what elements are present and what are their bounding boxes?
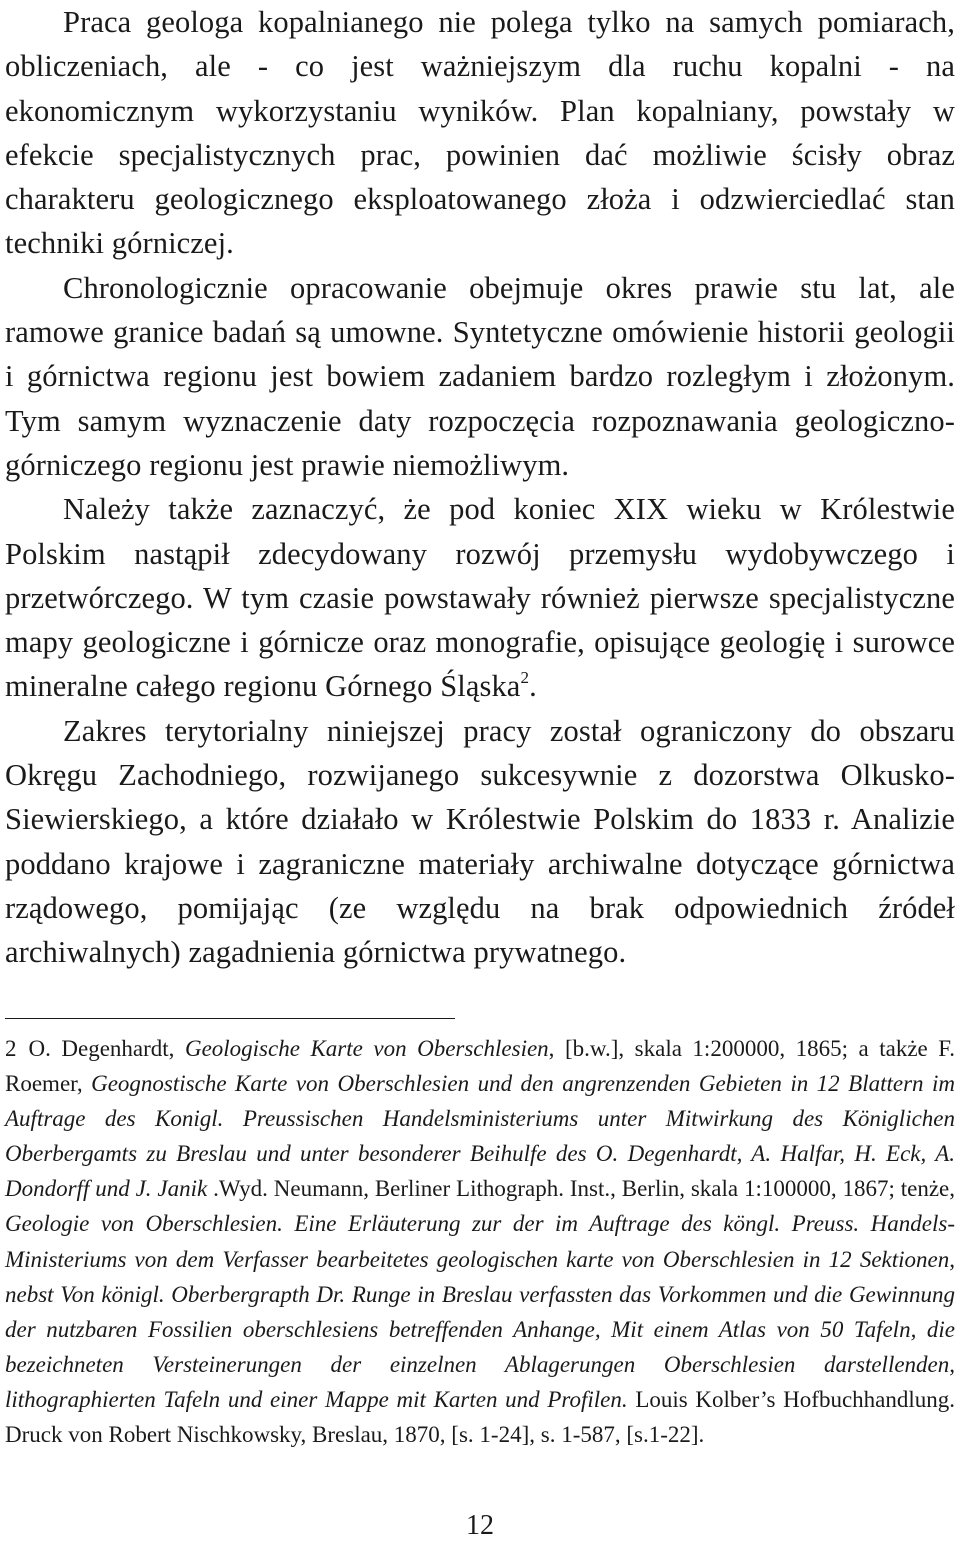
footnote-seg: .Wyd. Neumann, Berliner Lithograph. Inst., Berlin, skala 1:100000, 1867; tenże, bbox=[207, 1176, 955, 1202]
footnote-seg: Geologische Karte von Oberschlesien bbox=[184, 1036, 549, 1061]
body-text bbox=[5, 0, 955, 975]
page-number: 12 bbox=[466, 1510, 494, 1541]
footnote-mark: 2 bbox=[5, 1036, 17, 1061]
footnote-reference[interactable]: 2 bbox=[520, 668, 530, 688]
footnote bbox=[5, 1031, 955, 1452]
paragraph-tail: . bbox=[529, 669, 537, 704]
footnote-seg: O. Degenhardt, bbox=[28, 1036, 185, 1061]
paragraph: Zakres terytorialny niniejszej pracy został ograniczony do obszaru Okręgu Zachodniego, rozwijanego sukcesywnie z dozorstwa Olkusko-Siewierskiego, a które działało w Królestwie Polskim do 1833 r. Analizie poddano krajowe i zagraniczne materiały archiwalne dotyczące górnictwa rządowego, pomijając (ze względu na brak odpowiednich źródeł archiwalnych) zagadnienia górnictwa prywatnego. bbox=[5, 713, 955, 970]
footnote-seg: Geognostische Karte von Oberschlesien und den angrenzenden Gebieten in 12 Blattern im Auftrage des Konigl. Preussischen Handelsministeriums unter Mitwirkung des Königlichen Oberbergamts zu Breslau und unter besonderer Beihulfe des O. Degenhardt, A. Halfar, H. Eck, A. Dondorff und J. Janik bbox=[5, 1071, 955, 1202]
footnote-seg: Geologie von Oberschlesien. Eine Erläuterung zur der im Auftrage des köngl. Preuss. Handels-Ministeriums von dem Verfasser bearbeitetes geologischen karte von Oberschlesien in 12 Sektionen, nebst Von königl. Oberbergrapth Dr. Runge in Breslau verfassten das Vorkommen und die Gewinnung der nutzbaren Fossilien oberschlesiens betreffenden Anhange, Mit einem Atlas von 50 Tafeln, die bezeichneten Versteinerungen der einzelnen Ablagerungen Oberschlesien darstellenden, lithographierten Tafeln und einer Mappe mit Karten und Profilen. bbox=[5, 1211, 955, 1412]
footnote-seg: , [b.w.], skala 1:200000, 1865; a także F. Roemer, bbox=[5, 1036, 955, 1097]
paragraph-text: Należy także zaznaczyć, że pod koniec XIX wieku w Królestwie Polskim nastąpił zdecydowany rozwój przemysłu wydobywczego i przetwórczego. W tym czasie powstawały również pierwsze specjalistyczne mapy geologiczne i górnicze oraz monografie, opisujące geologię i surowce mineralne całego regionu Górnego Śląska bbox=[5, 492, 955, 704]
footnote-separator bbox=[5, 1018, 455, 1019]
paragraph: Chronologicznie opracowanie obejmuje okres prawie stu lat, ale ramowe granice badań są umowne. Syntetyczne omówienie historii geologii i górnictwa regionu jest bowiem zadaniem bardzo rozległym i złożonym. Tym samym wyznaczenie daty rozpoczęcia rozpoznawania geologiczno-górniczego regionu jest prawie niemożliwym. bbox=[5, 270, 955, 482]
paragraph bbox=[5, 487, 955, 708]
footnote-seg: Louis Kolber’s Hofbuchhandlung. Druck von Robert Nischkowsky, Breslau, 1870, [s. 1-24], s. 1-587, [s.1-22]. bbox=[5, 1386, 956, 1448]
paragraph: Praca geologa kopalnianego nie polega tylko na samych pomiarach, obliczeniach, ale - co jest ważniejszym dla ruchu kopalni - na ekonomicznym wykorzystaniu wyników. Plan kopalniany, powstały w efekcie specjalistycznych prac, powinien dać możliwie ścisły obraz charakteru geologicznego eksploatowanego złoża i odzwierciedlać stan techniki górniczej. bbox=[5, 5, 955, 261]
